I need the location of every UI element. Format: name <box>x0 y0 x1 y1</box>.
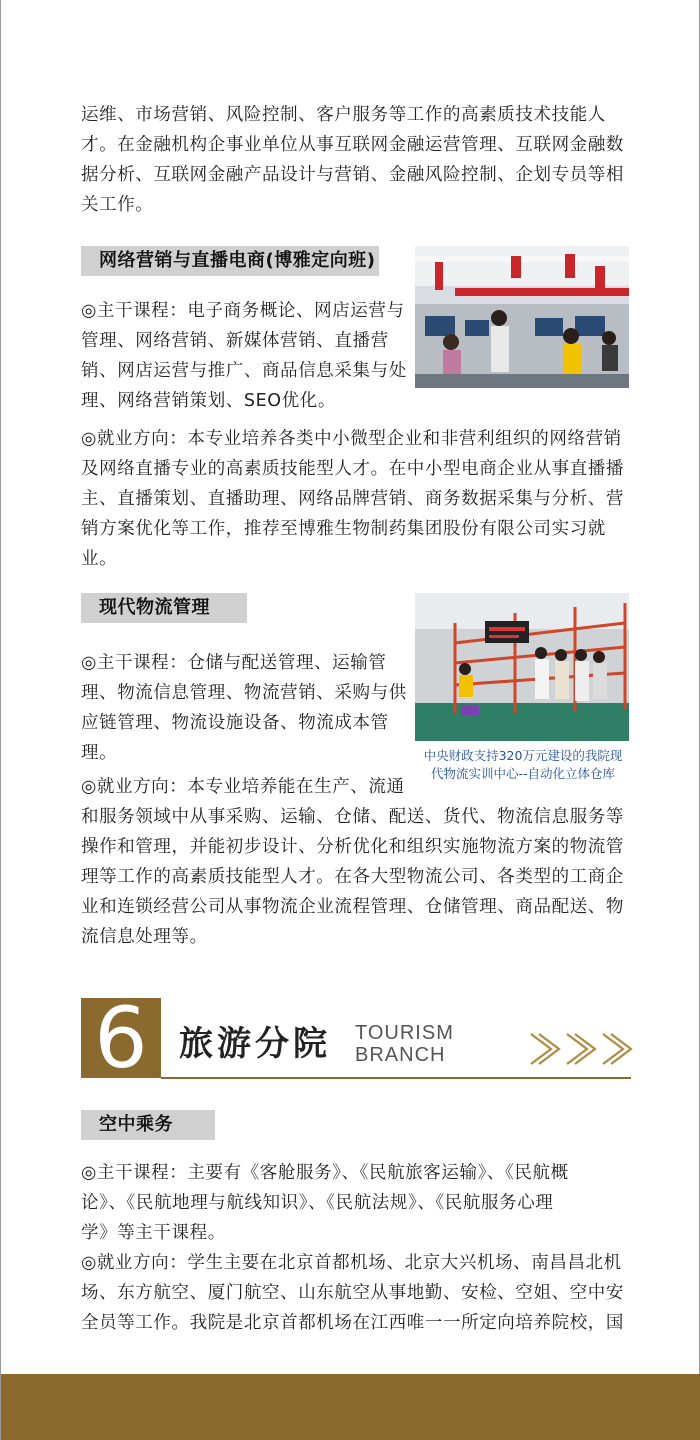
courses-line: 学》等主干课程。 <box>81 1223 226 1243</box>
intro-paragraph <box>81 100 633 220</box>
footer-bar <box>1 1374 700 1440</box>
logistics-courses <box>81 648 409 768</box>
program-title-flight-attendant: 空中乘务 <box>81 1110 215 1140</box>
branch-en-line: TOURISM <box>355 1022 454 1044</box>
employment-line: 全员等工作。我院是北京首都机场在江西唯一一所定向培养院校，国 <box>81 1313 624 1333</box>
intro-line: 据分析、互联网金融产品设计与营销、金融风险控制、企划专员等相 <box>81 165 624 185</box>
caption-line: 代物流实训中心--自动化立体仓库 <box>430 766 616 781</box>
employment-line: 理等工作的高素质技能型人才。在各大型物流公司、各类型的工商企 <box>81 867 624 887</box>
courses-line: 应链管理、物流设施设备、物流成本管 <box>81 713 389 733</box>
ecommerce-employment <box>81 424 633 574</box>
employment-line: 主、直播策划、直播助理、网络品牌营销、商务数据采集与分析、营 <box>81 489 624 509</box>
flight-courses <box>81 1158 633 1248</box>
logistics-employment <box>81 802 633 952</box>
branch-underline <box>161 1077 631 1079</box>
classroom-photo-image <box>415 246 629 388</box>
courses-line: ◎主干课程：电子商务概论、网店运营与 <box>81 301 405 321</box>
triple-chevron-right-icon <box>529 1030 633 1068</box>
courses-line: ◎主干课程：仓储与配送管理、运输管 <box>81 653 387 673</box>
employment-line: 业和连锁经营公司从事物流企业流程管理、仓储管理、商品配送、物 <box>81 897 624 917</box>
employment-line: 销方案优化等工作，推荐至博雅生物制药集团股份有限公司实习就 <box>81 519 606 539</box>
intro-line: 运维、市场营销、风险控制、客户服务等工作的高素质技术技能人 <box>81 105 606 125</box>
branch-title: 旅游分院 <box>179 1024 331 1064</box>
courses-line: 理、物流信息管理、物流营销、采购与供 <box>81 683 407 703</box>
courses-line: 论》、《民航地理与航线知识》、《民航法规》、《民航服务心理 <box>81 1193 554 1213</box>
courses-line: ◎主干课程：主要有《客舱服务》、《民航旅客运输》、《民航概 <box>81 1163 569 1183</box>
employment-line: ◎就业方向：本专业培养各类中小微型企业和非营利组织的网络营销 <box>81 429 622 449</box>
employment-line: 场、东方航空、厦门航空、山东航空从事地勤、安检、空姐、空中安 <box>81 1283 624 1303</box>
courses-line: 理、网络营销策划、SEO优化。 <box>81 391 336 411</box>
courses-line: 管理、网络营销、新媒体营销、直播营 <box>81 331 389 351</box>
program-title-logistics: 现代物流管理 <box>81 593 247 623</box>
warehouse-photo <box>415 593 629 741</box>
caption-line: 中央财政支持320万元建设的我院现 <box>423 748 623 763</box>
employment-line: ◎就业方向：学生主要在北京首都机场、北京大兴机场、南昌昌北机 <box>81 1253 622 1273</box>
employment-line: 及网络直播专业的高素质技能型人才。在中小型电商企业从事直播播 <box>81 459 624 479</box>
intro-line: 才。在金融机构企事业单位从事互联网金融运营管理、互联网金融数 <box>81 135 624 155</box>
employment-line: 操作和管理，并能初步设计、分析优化和组织实施物流方案的物流管 <box>81 837 624 857</box>
courses-line: 销、网店运营与推广、商品信息采集与处 <box>81 361 407 381</box>
flight-employment <box>81 1248 633 1338</box>
employment-line: 流信息处理等。 <box>81 927 208 947</box>
intro-line: 关工作。 <box>81 195 154 215</box>
ecommerce-courses <box>81 296 409 416</box>
branch-number-badge: 6 <box>81 998 161 1078</box>
warehouse-photo-image <box>415 593 629 741</box>
warehouse-photo-caption <box>417 747 629 783</box>
logistics-employment-first-line: ◎就业方向：本专业培养能在生产、流通 <box>81 777 405 797</box>
branch-en-line: BRANCH <box>355 1044 446 1066</box>
employment-line: 业。 <box>81 549 118 569</box>
employment-line: 和服务领域中从事采购、运输、仓储、配送、货代、物流信息服务等 <box>81 807 624 827</box>
branch-english-title <box>355 1022 454 1066</box>
program-title-ecommerce: 网络营销与直播电商(博雅定向班) <box>81 246 379 276</box>
courses-line: 理。 <box>81 743 118 763</box>
classroom-photo <box>415 246 629 388</box>
